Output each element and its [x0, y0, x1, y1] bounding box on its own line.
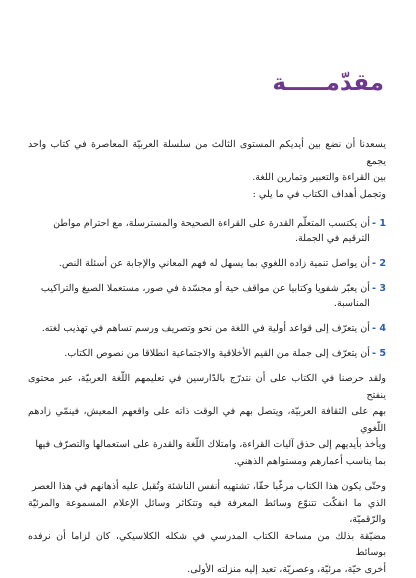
intro-paragraph [28, 137, 386, 203]
goal-text: أن يكتسب المتعلّم القدرة على القراءة الصحيحة والمسترسلة، مع احترام مواطن الترقيم في الجملة. [28, 216, 370, 246]
goal-text: أن يتعرّف إلى جملة من القيم الأخلاقية والاجتماعية انطلاقا من نصوص الكتاب. [28, 346, 370, 361]
paragraph-line: الذي ما انفكّت تتنوّع وسائط المعرفة فيه وتتكاثر وسائل الإعلام المسموعة والمرئيّة والرّقميّة، [28, 496, 386, 529]
paragraph-line: بهم على الثقافة العربيّة، ويتصل بهم في الوقت ذاته على واقعهم المعيش، فينمّي زادهم اللّغوي [28, 404, 386, 437]
goal-number: 3 - [372, 281, 386, 296]
goal-number: 2 - [372, 256, 386, 271]
paragraph-line: وحتّى يكون هذا الكتاب مرغّبا حقّا، تشتهيه أنفس الناشئة وتُقبل عليه أذهانهم في هذا العصر [28, 479, 386, 496]
goal-item [28, 346, 386, 361]
goal-item [28, 216, 386, 246]
body-paragraph [28, 371, 386, 470]
intro-line: وتجمل أهداف الكتاب في ما يلي : [28, 187, 386, 204]
page-title: مقدّمـــــة [272, 70, 384, 96]
goal-item [28, 321, 386, 336]
intro-line: بين القراءة والتعبير وتمارين اللغة. [28, 170, 386, 187]
body-paragraph [28, 479, 386, 578]
paragraph-line: ولقد حرصنا في الكتاب على أن نتدرّج بالدّارسين في تعليمهم اللّغة العربيّة، عبر محتوى ينفتح [28, 371, 386, 404]
intro-line: يسعدنا أن نضع بين أيديكم المستوى الثالث من سلسلة العربيّة المعاصرة في كتاب واحد يجمع [28, 137, 386, 170]
goal-item [28, 256, 386, 271]
goal-number: 1 - [372, 216, 386, 231]
goal-number: 5 - [372, 346, 386, 361]
paragraph-line: مضيّقة بذلك من مساحة الكتاب المدرسي في شكله الكلاسيكي، كان لزاما أن نرفده بوسائط [28, 529, 386, 562]
paragraph-line: أخرى حيّة، مرئيّة، وعصريّة، تعيد إليه منزلته الأولى. [28, 562, 386, 578]
goal-text: أن يعبّر شفويا وكتابيا عن مواقف حية أو مجسّدة في صور، مستعملا الصيغ والتراكيب المناسبة. [28, 281, 370, 311]
paragraph-line: ويأخذ بأيديهم إلى حذق آليات القراءة، وامتلاك اللّغة والقدرة على استعمالها والتصرّف فيها [28, 437, 386, 454]
goal-number: 4 - [372, 321, 386, 336]
paragraph-line: بما يناسب أعمارهم ومستواهم الذهني. [28, 454, 386, 471]
goals-list [28, 216, 386, 361]
goal-text: أن يتعرّف إلى قواعد أولية في اللغة من نحو وتصريف ورسم تساهم في تهذيب لغته. [28, 321, 370, 336]
heading-wrap [28, 72, 386, 95]
goal-text: أن يواصل تنمية زاده اللغوي بما يسهل له فهم المعاني والإجابة عن أسئلة النص. [28, 256, 370, 271]
goal-item [28, 281, 386, 311]
